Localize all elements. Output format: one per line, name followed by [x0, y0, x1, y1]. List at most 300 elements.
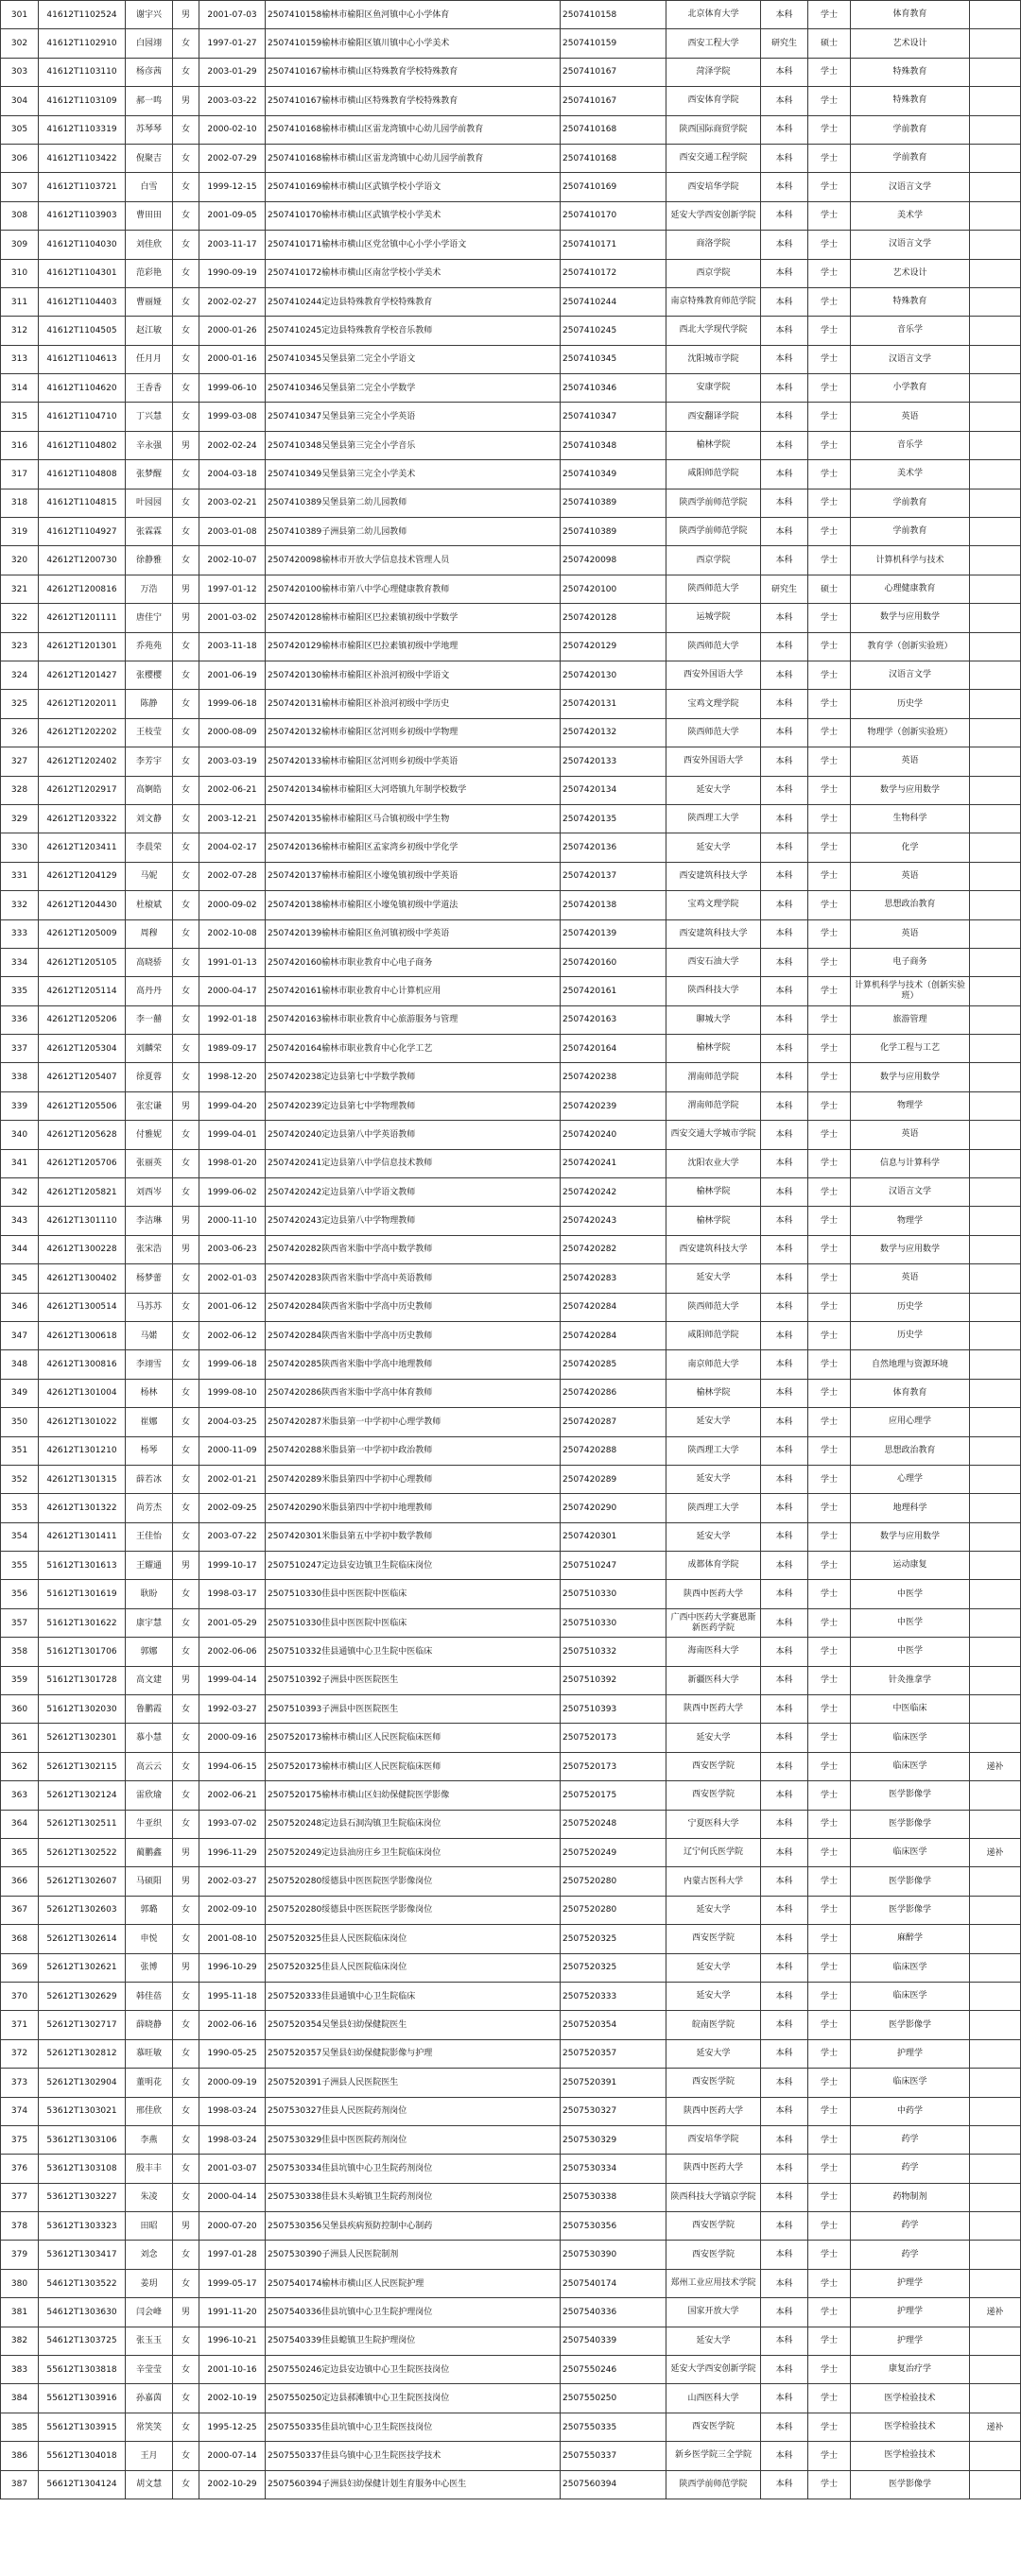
graduate-school-cell: 陕西学前师范学院 — [666, 489, 761, 517]
birth-date-cell: 2001-09-05 — [199, 201, 266, 230]
birth-date-cell: 1990-05-25 — [199, 2039, 266, 2068]
major-cell: 药物制剂 — [851, 2183, 970, 2211]
exam-id-cell: 42612T1202011 — [39, 690, 126, 718]
graduate-school-cell: 西安医学院 — [666, 1752, 761, 1780]
birth-date-cell: 2003-12-21 — [199, 804, 266, 833]
candidate-name-cell: 万浩 — [126, 575, 173, 603]
graduate-school-cell: 南京特殊教育师范学院 — [666, 287, 761, 316]
position-code-cell: 2507530327 — [561, 2097, 666, 2125]
remark-cell — [970, 948, 1021, 976]
remark-cell — [970, 1436, 1021, 1465]
education-level-cell: 本科 — [761, 2413, 808, 2441]
table-row — [1, 2442, 1021, 2470]
row-number-cell: 363 — [1, 1781, 39, 1810]
gender-cell: 女 — [173, 29, 199, 58]
row-number-cell: 362 — [1, 1752, 39, 1780]
major-cell: 临床医学 — [851, 1752, 970, 1780]
row-number-cell: 309 — [1, 231, 39, 259]
gender-cell: 女 — [173, 2155, 199, 2183]
major-cell: 旅游管理 — [851, 1005, 970, 1034]
gender-cell: 女 — [173, 1724, 199, 1752]
exam-id-cell: 42612T1201427 — [39, 661, 126, 689]
position-name-cell: 2507520325佳县人民医院临床岗位 — [266, 1953, 561, 1982]
graduate-school-cell: 辽宁何氏医学院 — [666, 1839, 761, 1867]
birth-date-cell: 2001-05-29 — [199, 1608, 266, 1637]
exam-id-cell: 41612T1104815 — [39, 489, 126, 517]
education-level-cell: 本科 — [761, 2155, 808, 2183]
degree-cell: 学士 — [808, 1465, 851, 1493]
row-number-cell: 361 — [1, 1724, 39, 1752]
exam-id-cell: 52612T1302115 — [39, 1752, 126, 1780]
exam-id-cell: 53612T1303417 — [39, 2241, 126, 2269]
birth-date-cell: 1992-01-18 — [199, 1005, 266, 1034]
position-code-cell: 2507420131 — [561, 690, 666, 718]
position-code-cell: 2507420137 — [561, 862, 666, 890]
education-level-cell: 本科 — [761, 1494, 808, 1522]
position-name-cell: 2507420161榆林市职业教育中心计算机应用 — [266, 977, 561, 1005]
gender-cell: 女 — [173, 518, 199, 546]
position-code-cell: 2507510392 — [561, 1666, 666, 1694]
row-number-cell: 369 — [1, 1953, 39, 1982]
candidate-name-cell: 王枝莹 — [126, 718, 173, 747]
education-level-cell: 本科 — [761, 833, 808, 862]
degree-cell: 学士 — [808, 747, 851, 776]
degree-cell: 学士 — [808, 2039, 851, 2068]
candidate-name-cell: 张博 — [126, 1953, 173, 1982]
table-row — [1, 2069, 1021, 2097]
graduate-school-cell: 西安培华学院 — [666, 2125, 761, 2154]
major-cell: 物理学（创新实验班） — [851, 718, 970, 747]
table-row — [1, 1638, 1021, 1666]
remark-cell — [970, 1781, 1021, 1810]
position-name-cell: 2507420136榆林市榆阳区孟家湾乡初级中学化学 — [266, 833, 561, 862]
row-number-cell: 323 — [1, 632, 39, 661]
table-row — [1, 1867, 1021, 1896]
position-name-cell: 2507420130榆林市榆阳区补浪河初级中学语文 — [266, 661, 561, 689]
position-name-cell: 2507420134榆林市榆阳区大河塔镇九年制学校数学 — [266, 776, 561, 804]
gender-cell: 女 — [173, 2039, 199, 2068]
position-name-cell: 2507530334佳县坑镇中心卫生院药剂岗位 — [266, 2155, 561, 2183]
graduate-school-cell: 咸阳师范学院 — [666, 1321, 761, 1349]
major-cell: 应用心理学 — [851, 1408, 970, 1436]
remark-cell — [970, 2097, 1021, 2125]
gender-cell: 女 — [173, 1436, 199, 1465]
position-code-cell: 2507410167 — [561, 87, 666, 115]
row-number-cell: 334 — [1, 948, 39, 976]
position-name-cell: 2507550337佳县乌镇中心卫生院医技学技术 — [266, 2442, 561, 2470]
education-level-cell: 研究生 — [761, 29, 808, 58]
birth-date-cell: 1999-04-20 — [199, 1091, 266, 1120]
birth-date-cell: 1999-06-10 — [199, 374, 266, 403]
birth-date-cell: 1997-01-27 — [199, 29, 266, 58]
exam-id-cell: 51612T1301728 — [39, 1666, 126, 1694]
education-level-cell: 本科 — [761, 2298, 808, 2327]
major-cell: 临床医学 — [851, 1724, 970, 1752]
major-cell: 计算机科学与技术 — [851, 546, 970, 575]
remark-cell — [970, 2442, 1021, 2470]
candidate-name-cell: 高文建 — [126, 1666, 173, 1694]
gender-cell: 女 — [173, 1982, 199, 2010]
exam-id-cell: 41612T1103721 — [39, 173, 126, 201]
position-code-cell: 2507520391 — [561, 2069, 666, 2097]
education-level-cell: 本科 — [761, 115, 808, 144]
row-number-cell: 367 — [1, 1896, 39, 1924]
candidate-name-cell: 辛永强 — [126, 431, 173, 459]
row-number-cell: 317 — [1, 460, 39, 489]
candidate-name-cell: 赵江敏 — [126, 317, 173, 345]
position-name-cell: 2507420242定边县第八中学语文教师 — [266, 1178, 561, 1207]
exam-id-cell: 42612T1301022 — [39, 1408, 126, 1436]
position-code-cell: 2507420098 — [561, 546, 666, 575]
row-number-cell: 321 — [1, 575, 39, 603]
candidate-name-cell: 刘麟荣 — [126, 1035, 173, 1063]
position-code-cell: 2507420301 — [561, 1522, 666, 1551]
degree-cell: 学士 — [808, 489, 851, 517]
education-level-cell: 本科 — [761, 1695, 808, 1724]
row-number-cell: 319 — [1, 518, 39, 546]
table-row — [1, 29, 1021, 58]
remark-cell — [970, 1063, 1021, 1091]
exam-id-cell: 41612T1104808 — [39, 460, 126, 489]
graduate-school-cell: 商洛学院 — [666, 231, 761, 259]
remark-cell — [970, 173, 1021, 201]
row-number-cell: 310 — [1, 259, 39, 287]
graduate-school-cell: 聊城大学 — [666, 1005, 761, 1034]
position-name-cell: 2507420128榆林市榆阳区巴拉素镇初级中学数学 — [266, 604, 561, 632]
education-level-cell: 本科 — [761, 431, 808, 459]
position-name-cell: 2507520173榆林市横山区人民医院临床医师 — [266, 1724, 561, 1752]
degree-cell: 学士 — [808, 1379, 851, 1407]
candidate-name-cell: 李燕 — [126, 2125, 173, 2154]
birth-date-cell: 1989-09-17 — [199, 1035, 266, 1063]
birth-date-cell: 2002-03-27 — [199, 1867, 266, 1896]
exam-id-cell: 52612T1302812 — [39, 2039, 126, 2068]
gender-cell: 女 — [173, 2384, 199, 2413]
graduate-school-cell: 延安大学 — [666, 2039, 761, 2068]
major-cell: 英语 — [851, 862, 970, 890]
graduate-school-cell: 新乡医学院三全学院 — [666, 2442, 761, 2470]
gender-cell: 男 — [173, 1867, 199, 1896]
row-number-cell: 345 — [1, 1264, 39, 1293]
gender-cell: 女 — [173, 1638, 199, 1666]
gender-cell: 女 — [173, 2470, 199, 2499]
table-row — [1, 1, 1021, 29]
graduate-school-cell: 新疆医科大学 — [666, 1666, 761, 1694]
remark-cell — [970, 919, 1021, 948]
major-cell: 临床医学 — [851, 1839, 970, 1867]
graduate-school-cell: 宝鸡文理学院 — [666, 690, 761, 718]
graduate-school-cell: 延安大学西安创新学院 — [666, 201, 761, 230]
position-code-cell: 2507550246 — [561, 2356, 666, 2384]
exam-id-cell: 52612T1302522 — [39, 1839, 126, 1867]
remark-cell — [970, 144, 1021, 172]
major-cell: 汉语言文学 — [851, 345, 970, 373]
table-row — [1, 1436, 1021, 1465]
birth-date-cell: 2003-07-22 — [199, 1522, 266, 1551]
gender-cell: 女 — [173, 1350, 199, 1379]
gender-cell: 女 — [173, 718, 199, 747]
exam-id-cell: 42612T1201301 — [39, 632, 126, 661]
birth-date-cell: 2002-02-24 — [199, 431, 266, 459]
exam-id-cell: 42612T1301322 — [39, 1494, 126, 1522]
major-cell: 康复治疗学 — [851, 2356, 970, 2384]
education-level-cell: 本科 — [761, 776, 808, 804]
candidate-name-cell: 马婼 — [126, 1321, 173, 1349]
position-code-cell: 2507410172 — [561, 259, 666, 287]
row-number-cell: 358 — [1, 1638, 39, 1666]
gender-cell: 女 — [173, 2327, 199, 2355]
education-level-cell: 本科 — [761, 1293, 808, 1321]
row-number-cell: 348 — [1, 1350, 39, 1379]
remark-cell — [970, 1608, 1021, 1637]
major-cell: 汉语言文学 — [851, 231, 970, 259]
degree-cell: 学士 — [808, 2125, 851, 2154]
degree-cell: 学士 — [808, 948, 851, 976]
birth-date-cell: 2001-08-10 — [199, 1925, 266, 1953]
table-row — [1, 2413, 1021, 2441]
candidate-name-cell: 王香香 — [126, 374, 173, 403]
major-cell: 电子商务 — [851, 948, 970, 976]
education-level-cell: 本科 — [761, 144, 808, 172]
position-code-cell: 2507410389 — [561, 489, 666, 517]
position-code-cell: 2507420160 — [561, 948, 666, 976]
major-cell: 数学与应用数学 — [851, 604, 970, 632]
education-level-cell: 本科 — [761, 718, 808, 747]
major-cell: 汉语言文学 — [851, 173, 970, 201]
major-cell: 汉语言文学 — [851, 661, 970, 689]
degree-cell: 学士 — [808, 2011, 851, 2039]
education-level-cell: 本科 — [761, 919, 808, 948]
gender-cell: 女 — [173, 1752, 199, 1780]
birth-date-cell: 1999-05-17 — [199, 2269, 266, 2297]
education-level-cell: 本科 — [761, 804, 808, 833]
graduate-school-cell: 沈阳城市学院 — [666, 345, 761, 373]
row-number-cell: 307 — [1, 173, 39, 201]
position-name-cell: 2507420133榆林市榆阳区岔河则乡初级中学英语 — [266, 747, 561, 776]
education-level-cell: 本科 — [761, 1091, 808, 1120]
candidate-name-cell: 陈静 — [126, 690, 173, 718]
birth-date-cell: 2002-07-28 — [199, 862, 266, 890]
major-cell: 中医学 — [851, 1580, 970, 1608]
graduate-school-cell: 延安大学 — [666, 1953, 761, 1982]
position-code-cell: 2507420138 — [561, 891, 666, 919]
exam-id-cell: 53612T1303323 — [39, 2212, 126, 2241]
position-code-cell: 2507420134 — [561, 776, 666, 804]
remark-cell — [970, 2155, 1021, 2183]
candidate-name-cell: 乔苑苑 — [126, 632, 173, 661]
degree-cell: 学士 — [808, 2298, 851, 2327]
table-row — [1, 1293, 1021, 1321]
degree-cell: 学士 — [808, 1925, 851, 1953]
gender-cell: 女 — [173, 317, 199, 345]
major-cell: 物理学 — [851, 1207, 970, 1235]
major-cell: 美术学 — [851, 201, 970, 230]
education-level-cell: 本科 — [761, 1063, 808, 1091]
major-cell: 药学 — [851, 2212, 970, 2241]
exam-id-cell: 52612T1302904 — [39, 2069, 126, 2097]
remark-cell — [970, 1235, 1021, 1263]
row-number-cell: 368 — [1, 1925, 39, 1953]
degree-cell: 学士 — [808, 2155, 851, 2183]
remark-cell — [970, 2069, 1021, 2097]
remark-cell: 递补 — [970, 1752, 1021, 1780]
remark-cell — [970, 403, 1021, 431]
degree-cell: 学士 — [808, 2413, 851, 2441]
major-cell: 化学 — [851, 833, 970, 862]
birth-date-cell: 2001-03-07 — [199, 2155, 266, 2183]
remark-cell — [970, 804, 1021, 833]
row-number-cell: 354 — [1, 1522, 39, 1551]
exam-id-cell: 52612T1302301 — [39, 1724, 126, 1752]
education-level-cell: 本科 — [761, 1121, 808, 1149]
position-code-cell: 2507410345 — [561, 345, 666, 373]
education-level-cell: 本科 — [761, 1867, 808, 1896]
major-cell: 学前教育 — [851, 489, 970, 517]
position-name-cell: 2507520354吴堡县妇幼保健院医生 — [266, 2011, 561, 2039]
row-number-cell: 301 — [1, 1, 39, 29]
table-row — [1, 1207, 1021, 1235]
graduate-school-cell: 南京师范大学 — [666, 1350, 761, 1379]
graduate-school-cell: 西安石油大学 — [666, 948, 761, 976]
birth-date-cell: 2000-01-26 — [199, 317, 266, 345]
graduate-school-cell: 陕西科技大学 — [666, 977, 761, 1005]
remark-cell — [970, 1522, 1021, 1551]
row-number-cell: 304 — [1, 87, 39, 115]
table-row — [1, 115, 1021, 144]
remark-cell — [970, 1494, 1021, 1522]
remark-cell — [970, 1580, 1021, 1608]
remark-cell — [970, 2269, 1021, 2297]
degree-cell: 学士 — [808, 87, 851, 115]
row-number-cell: 386 — [1, 2442, 39, 2470]
table-row — [1, 1608, 1021, 1637]
table-row — [1, 1522, 1021, 1551]
exam-id-cell: 42612T1205506 — [39, 1091, 126, 1120]
birth-date-cell: 2001-10-16 — [199, 2356, 266, 2384]
position-name-cell: 2507410349吴堡县第三完全小学美术 — [266, 460, 561, 489]
candidate-name-cell: 白雪 — [126, 173, 173, 201]
position-code-cell: 2507520325 — [561, 1925, 666, 1953]
education-level-cell: 本科 — [761, 2183, 808, 2211]
row-number-cell: 387 — [1, 2470, 39, 2499]
table-row — [1, 1091, 1021, 1120]
education-level-cell: 本科 — [761, 1953, 808, 1982]
exam-id-cell: 42612T1205628 — [39, 1121, 126, 1149]
birth-date-cell: 2004-02-17 — [199, 833, 266, 862]
exam-id-cell: 42612T1205821 — [39, 1178, 126, 1207]
table-row — [1, 58, 1021, 86]
education-level-cell: 本科 — [761, 1724, 808, 1752]
table-row — [1, 1235, 1021, 1263]
birth-date-cell: 2000-08-09 — [199, 718, 266, 747]
remark-cell — [970, 1638, 1021, 1666]
candidate-name-cell: 马苏苏 — [126, 1293, 173, 1321]
education-level-cell: 本科 — [761, 460, 808, 489]
position-name-cell: 2507410167榆林市横山区特殊教育学校特殊教育 — [266, 58, 561, 86]
graduate-school-cell: 陕西学前师范学院 — [666, 518, 761, 546]
position-code-cell: 2507420135 — [561, 804, 666, 833]
position-name-cell: 2507520333佳县通镇中心卫生院临床 — [266, 1982, 561, 2010]
graduate-school-cell: 郑州工业应用技术学院 — [666, 2269, 761, 2297]
gender-cell: 女 — [173, 460, 199, 489]
row-number-cell: 365 — [1, 1839, 39, 1867]
table-row — [1, 718, 1021, 747]
remark-cell — [970, 690, 1021, 718]
position-code-cell: 2507530338 — [561, 2183, 666, 2211]
remark-cell — [970, 632, 1021, 661]
degree-cell: 学士 — [808, 1, 851, 29]
row-number-cell: 351 — [1, 1436, 39, 1465]
gender-cell: 女 — [173, 2097, 199, 2125]
candidate-name-cell: 李翊雪 — [126, 1350, 173, 1379]
exam-id-cell: 42612T1205407 — [39, 1063, 126, 1091]
candidate-name-cell: 周穆 — [126, 919, 173, 948]
education-level-cell: 本科 — [761, 1810, 808, 1838]
gender-cell: 男 — [173, 1235, 199, 1263]
degree-cell: 学士 — [808, 173, 851, 201]
major-cell: 学前教育 — [851, 144, 970, 172]
position-name-cell: 2507420160榆林市职业教育中心电子商务 — [266, 948, 561, 976]
exam-id-cell: 41612T1104710 — [39, 403, 126, 431]
exam-id-cell: 42612T1205304 — [39, 1035, 126, 1063]
row-number-cell: 346 — [1, 1293, 39, 1321]
candidate-name-cell: 马妮 — [126, 862, 173, 890]
exam-id-cell: 53612T1303227 — [39, 2183, 126, 2211]
position-name-cell: 2507420301米脂县第五中学初中数学教师 — [266, 1522, 561, 1551]
birth-date-cell: 2000-04-17 — [199, 977, 266, 1005]
exam-id-cell: 41612T1103109 — [39, 87, 126, 115]
gender-cell: 女 — [173, 2356, 199, 2384]
graduate-school-cell: 运城学院 — [666, 604, 761, 632]
education-level-cell: 研究生 — [761, 575, 808, 603]
exam-id-cell: 55612T1303915 — [39, 2413, 126, 2441]
graduate-school-cell: 西京学院 — [666, 259, 761, 287]
degree-cell: 学士 — [808, 718, 851, 747]
education-level-cell: 本科 — [761, 1666, 808, 1694]
gender-cell: 女 — [173, 891, 199, 919]
table-row — [1, 231, 1021, 259]
education-level-cell: 本科 — [761, 1608, 808, 1637]
exam-id-cell: 42612T1300816 — [39, 1350, 126, 1379]
education-level-cell: 本科 — [761, 1839, 808, 1867]
gender-cell: 女 — [173, 747, 199, 776]
major-cell: 数学与应用数学 — [851, 1235, 970, 1263]
degree-cell: 学士 — [808, 287, 851, 316]
table-row — [1, 2039, 1021, 2068]
graduate-school-cell: 广西中医药大学赛恩斯新医药学院 — [666, 1608, 761, 1637]
remark-cell — [970, 1724, 1021, 1752]
candidate-name-cell: 张丽英 — [126, 1149, 173, 1177]
graduate-school-cell: 西安体育学院 — [666, 87, 761, 115]
remark-cell — [970, 317, 1021, 345]
birth-date-cell: 2000-01-16 — [199, 345, 266, 373]
birth-date-cell: 2001-07-03 — [199, 1, 266, 29]
row-number-cell: 344 — [1, 1235, 39, 1263]
table-row — [1, 1982, 1021, 2010]
candidate-name-cell: 朱凌 — [126, 2183, 173, 2211]
graduate-school-cell: 西安工程大学 — [666, 29, 761, 58]
degree-cell: 学士 — [808, 977, 851, 1005]
remark-cell — [970, 1953, 1021, 1982]
remark-cell: 递补 — [970, 2298, 1021, 2327]
exam-id-cell: 41612T1103422 — [39, 144, 126, 172]
graduate-school-cell: 西安医学院 — [666, 2241, 761, 2269]
candidate-name-cell: 常笑笑 — [126, 2413, 173, 2441]
row-number-cell: 347 — [1, 1321, 39, 1349]
remark-cell — [970, 1552, 1021, 1580]
major-cell: 护理学 — [851, 2327, 970, 2355]
education-level-cell: 本科 — [761, 2384, 808, 2413]
